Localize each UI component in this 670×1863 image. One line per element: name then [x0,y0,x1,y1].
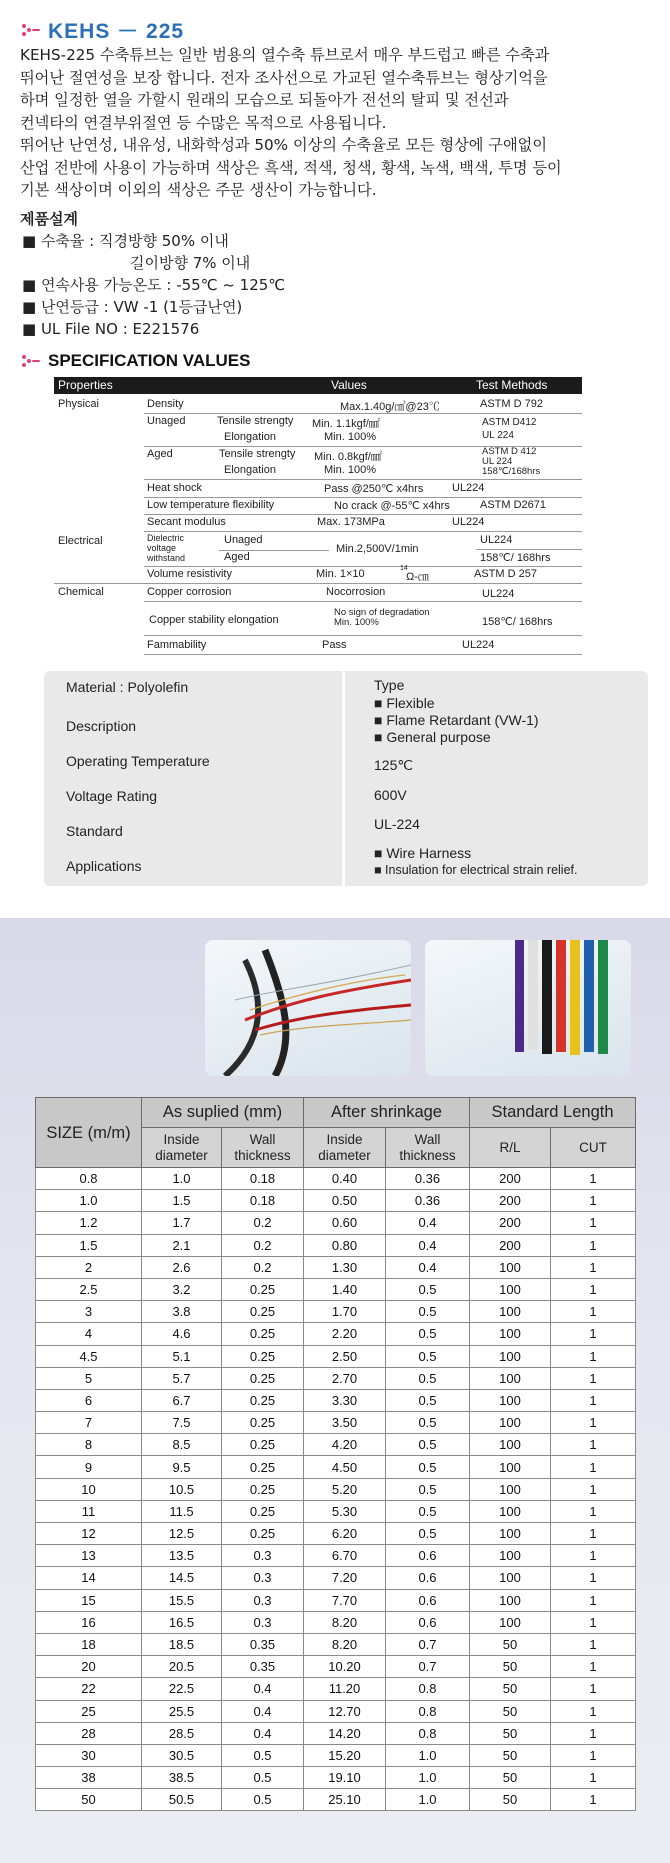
table-cell: 100 [470,1389,551,1411]
summary-box: Material : Polyolefin Description Operating Temperature Voltage Rating Standard Applications Type ■ Flexible ■ Flame Retardant (VW-1) ■ General purpose 125℃ 600V UL-224 ■ Wire Harness ■ Insulation for electrical strain relief. [44,671,648,886]
table-cell: 0.6 [386,1589,470,1611]
table-row [36,1389,636,1411]
table-cell: 15.5 [142,1589,222,1611]
table-row [36,1567,636,1589]
table-cell: 14.20 [304,1722,386,1744]
table-cell: 5.30 [304,1500,386,1522]
spec-title [22,351,250,371]
table-cell: 0.60 [304,1212,386,1234]
spec-heading: SPECIFICATION VALUES [48,351,251,370]
table-cell: 8.5 [142,1434,222,1456]
group-label: Chemical [58,586,104,598]
table-cell: 50 [470,1767,551,1789]
table-row [36,1234,636,1256]
table-row [36,1212,636,1234]
table-cell: 1 [551,1656,636,1678]
table-cell: 1 [551,1633,636,1655]
table-cell: 1 [551,1722,636,1744]
table-cell: 50 [470,1700,551,1722]
table-cell: 200 [470,1168,551,1190]
table-cell: 100 [470,1567,551,1589]
table-cell: 28 [36,1722,142,1744]
table-cell: 0.25 [222,1456,304,1478]
group-label: Electrical [58,535,103,547]
table-cell: 1 [551,1256,636,1278]
table-cell: 1 [551,1744,636,1766]
table-cell: 50 [470,1633,551,1655]
table-cell: 0.4 [222,1700,304,1722]
table-cell: 50 [470,1744,551,1766]
table-row [36,1323,636,1345]
table-cell: 3.8 [142,1301,222,1323]
table-cell: 11.20 [304,1678,386,1700]
table-cell: 100 [470,1412,551,1434]
table-cell: 0.3 [222,1611,304,1633]
table-cell: 0.25 [222,1278,304,1300]
table-cell: 7.5 [142,1412,222,1434]
table-cell: 50 [36,1789,142,1811]
table-cell: 8.20 [304,1611,386,1633]
table-cell: 1.70 [304,1301,386,1323]
table-cell: 2.70 [304,1367,386,1389]
table-cell: 0.4 [386,1234,470,1256]
table-row [36,1278,636,1300]
table-cell: 1 [551,1168,636,1190]
page-title: KEHS － 225 [48,20,185,43]
table-cell: 0.4 [386,1256,470,1278]
table-cell: 13 [36,1545,142,1567]
dots-icon [22,22,42,38]
table-cell: 1 [551,1434,636,1456]
table-cell: 11 [36,1500,142,1522]
table-cell: 0.5 [386,1389,470,1411]
table-cell: 28.5 [142,1722,222,1744]
table-row [36,1367,636,1389]
table-cell: 100 [470,1278,551,1300]
table-cell: 100 [470,1500,551,1522]
table-cell: 4.50 [304,1456,386,1478]
table-cell: 30 [36,1744,142,1766]
table-row [36,1434,636,1456]
table-cell: 0.4 [386,1212,470,1234]
table-cell: 0.5 [386,1412,470,1434]
table-cell: 0.5 [386,1301,470,1323]
list-item: ■ 수축율 : 직경방향 50% 이내 [22,232,229,250]
dots-icon [22,353,42,369]
table-cell: 3.30 [304,1389,386,1411]
table-cell: 4.6 [142,1323,222,1345]
table-cell: 0.36 [386,1190,470,1212]
table-cell: 0.3 [222,1567,304,1589]
table-cell: 1.0 [386,1767,470,1789]
table-cell: 0.35 [222,1633,304,1655]
table-cell: 0.25 [222,1500,304,1522]
table-cell: 0.25 [222,1412,304,1434]
table-cell: 9.5 [142,1456,222,1478]
table-cell: 4.20 [304,1434,386,1456]
table-cell: 1 [551,1323,636,1345]
table-cell: 18 [36,1633,142,1655]
table-row [36,1700,636,1722]
table-row [36,1456,636,1478]
table-cell: 2.20 [304,1323,386,1345]
table-cell: 0.7 [386,1633,470,1655]
col-standard-length: Standard Length [470,1098,636,1128]
table-cell: 1.0 [142,1168,222,1190]
table-cell: 0.25 [222,1367,304,1389]
table-cell: 0.25 [222,1478,304,1500]
table-cell: 7.70 [304,1589,386,1611]
table-cell: 200 [470,1190,551,1212]
table-cell: 1 [551,1678,636,1700]
table-cell: 15.20 [304,1744,386,1766]
design-list [22,230,285,340]
table-cell: 16 [36,1611,142,1633]
table-cell: 0.3 [222,1545,304,1567]
table-cell: 16.5 [142,1611,222,1633]
table-row [36,1345,636,1367]
table-row [36,1744,636,1766]
table-cell: 1 [551,1412,636,1434]
table-cell: 3 [36,1301,142,1323]
table-cell: 0.25 [222,1323,304,1345]
table-cell: 1 [551,1611,636,1633]
table-cell: 0.2 [222,1234,304,1256]
table-cell: 1.2 [36,1212,142,1234]
table-row [36,1412,636,1434]
table-cell: 6.70 [304,1545,386,1567]
table-row [36,1256,636,1278]
table-cell: 1 [551,1478,636,1500]
table-cell: 0.40 [304,1168,386,1190]
table-cell: 0.8 [386,1722,470,1744]
table-cell: 1 [551,1389,636,1411]
table-cell: 1 [551,1234,636,1256]
table-cell: 1 [551,1700,636,1722]
table-cell: 5.1 [142,1345,222,1367]
table-cell: 0.6 [386,1567,470,1589]
table-cell: 0.5 [386,1478,470,1500]
table-cell: 0.4 [222,1678,304,1700]
table-cell: 3.50 [304,1412,386,1434]
table-row [36,1678,636,1700]
table-cell: 1 [551,1301,636,1323]
table-cell: 50 [470,1722,551,1744]
table-cell: 10 [36,1478,142,1500]
table-row [36,1545,636,1567]
table-cell: 100 [470,1545,551,1567]
table-cell: 1 [551,1545,636,1567]
design-heading: 제품설계 [20,210,78,228]
table-cell: 2 [36,1256,142,1278]
table-cell: 2.6 [142,1256,222,1278]
list-item: ■ 난연등급 : VW -1 (1등급난연) [22,298,243,316]
table-cell: 25.5 [142,1700,222,1722]
table-row [36,1190,636,1212]
table-cell: 0.2 [222,1256,304,1278]
table-cell: 50 [470,1789,551,1811]
table-cell: 0.25 [222,1345,304,1367]
table-cell: 18.5 [142,1633,222,1655]
table-cell: 1 [551,1345,636,1367]
table-cell: 1 [551,1278,636,1300]
table-cell: 0.25 [222,1523,304,1545]
list-item: ■ UL File NO : E221576 [22,320,200,338]
table-cell: 0.8 [36,1168,142,1190]
table-cell: 0.5 [386,1456,470,1478]
table-cell: 0.5 [386,1367,470,1389]
table-cell: 0.25 [222,1301,304,1323]
table-cell: 1.5 [142,1190,222,1212]
table-cell: 3.2 [142,1278,222,1300]
material-label: Material : Polyolefin [66,679,189,695]
table-cell: 5.20 [304,1478,386,1500]
table-cell: 4.5 [36,1345,142,1367]
table-cell: 50 [470,1678,551,1700]
table-cell: 0.4 [222,1722,304,1744]
table-cell: 50 [470,1656,551,1678]
table-cell: 25.10 [304,1789,386,1811]
table-cell: 1 [551,1767,636,1789]
table-cell: 6.7 [142,1389,222,1411]
table-cell: 1 [551,1523,636,1545]
col-size: SIZE (m/m) [36,1098,142,1168]
table-cell: 200 [470,1212,551,1234]
table-cell: 100 [470,1456,551,1478]
table-cell: 100 [470,1256,551,1278]
table-cell: 1.7 [142,1212,222,1234]
table-cell: 50.5 [142,1789,222,1811]
table-cell: 7 [36,1412,142,1434]
table-cell: 22 [36,1678,142,1700]
table-row [36,1656,636,1678]
table-row [36,1722,636,1744]
table-cell: 0.5 [386,1434,470,1456]
table-cell: 6 [36,1389,142,1411]
table-row [36,1589,636,1611]
table-cell: 1 [551,1567,636,1589]
list-item: ■ 연속사용 가능온도 : -55℃ ~ 125℃ [22,276,286,294]
table-cell: 10.5 [142,1478,222,1500]
table-cell: 15 [36,1589,142,1611]
table-cell: 9 [36,1456,142,1478]
table-cell: 4 [36,1323,142,1345]
table-cell: 0.2 [222,1212,304,1234]
table-cell: 22.5 [142,1678,222,1700]
table-cell: 100 [470,1589,551,1611]
spec-header: Properties Values Test Methods [54,377,582,394]
table-cell: 5 [36,1367,142,1389]
table-row [36,1767,636,1789]
table-row [36,1789,636,1811]
table-cell: 0.3 [222,1589,304,1611]
table-cell: 14.5 [142,1567,222,1589]
table-cell: 20 [36,1656,142,1678]
table-cell: 0.5 [222,1789,304,1811]
table-cell: 2.50 [304,1345,386,1367]
spec-table: Properties Values Test Methods Physicai Electrical Chemical Density Max.1.40g/㎤@23℃ ASTM D 792 Unaged Tensile strengty Min. 1.1kgf/㎟ ASTM D412 Elongation Min. 100% UL 224 Aged Tensile strengty Min. 0.8kgf/㎟ ASTM D 412 UL 224 Elongation Min. 100% 158℃/168hrs Heat shock Pass @250℃ x4hrs UL224 Low temperature flexibility No crack @-55℃ x4hrs ASTM D2671 Secant modulus Max. 173MPa UL224 Dielectric voltage withstand Unaged Aged Min.2,500V/1min UL224 158℃/ 168hrs Volume resistivity Min. 1×10 14 Ω-㎝ ASTM D 257 Copper corrosion Nocorrosion UL224 Copper stability elongation No sign of degradation Min. 100% 158℃/ 168hrs Fammability Pass UL224 [54,377,582,657]
list-item: 길이방향 7% 이내 [130,254,251,272]
table-cell: 25 [36,1700,142,1722]
size-table: SIZE (m/m) As suplied (mm) After shrinkage Standard Length Inside diameter Wall thickness Inside diameter Wall thickness R/L CUT 0.8 1.0 0.18 0.40 0.36 200 1 1.0 1.5 0.18 0.50 0.36 200 1 1.2 1.7 0.2 0.60 0.4 200 1 1.5 2.1 0.2 0.80 0.4 200 1 2 2.6 0.2 1.30 0.4 100 1 2.5 3.2 0.25 1.40 0.5 100 1 3 3.8 0.25 1.70 0.5 100 1 4 4.6 0.25 2.20 0.5 100 1 4.5 5.1 0.25 2.50 0.5 100 1 5 5.7 0.25 2.70 0.5 100 1 6 6.7 0.25 3.30 0.5 100 1 7 7.5 0.25 3.50 0.5 100 1 8 8.5 0.25 4.20 0.5 100 1 9 9.5 0.25 4.50 0.5 100 1 10 10.5 0.25 5.20 0.5 100 1 11 11.5 0.25 5.30 0.5 100 1 12 12.5 0.25 6.20 0.5 100 1 13 13.5 0.3 6.70 0.6 100 1 14 14.5 0.3 7.20 0.6 100 1 15 15.5 0.3 7.70 0.6 100 1 16 16.5 0.3 8.20 0.6 100 1 18 18.5 0.35 8.20 0.7 50 1 20 20.5 0.35 10.20 0.7 50 1 22 22.5 0.4 11.20 0.8 50 1 25 25.5 0.4 12.70 0.8 50 1 28 28.5 0.4 14.20 0.8 50 1 30 30.5 0.5 15.20 1.0 50 1 38 38.5 0.5 19.10 1.0 50 1 50 50.5 0.5 25.10 1.0 50 1 [35,1097,636,1811]
table-cell: 14 [36,1567,142,1589]
table-cell: 0.18 [222,1190,304,1212]
table-cell: 11.5 [142,1500,222,1522]
table-cell: 38.5 [142,1767,222,1789]
table-cell: 100 [470,1301,551,1323]
cable-photo [205,940,411,1076]
table-row [36,1611,636,1633]
table-cell: 0.80 [304,1234,386,1256]
table-cell: 0.5 [386,1345,470,1367]
table-row [36,1168,636,1190]
table-cell: 19.10 [304,1767,386,1789]
table-cell: 1 [551,1456,636,1478]
dielectric-label: Dielectric voltage withstand [147,533,186,563]
table-cell: 6.20 [304,1523,386,1545]
table-cell: 2.1 [142,1234,222,1256]
table-cell: 100 [470,1367,551,1389]
table-cell: 12.5 [142,1523,222,1545]
table-cell: 0.36 [386,1168,470,1190]
col-as-supplied: As suplied (mm) [142,1098,304,1128]
table-cell: 200 [470,1234,551,1256]
table-cell: 1 [551,1367,636,1389]
table-cell: 8.20 [304,1633,386,1655]
table-cell: 7.20 [304,1567,386,1589]
table-cell: 0.35 [222,1656,304,1678]
group-label: Physicai [58,398,99,410]
table-cell: 100 [470,1523,551,1545]
table-row [36,1478,636,1500]
table-cell: 1 [551,1789,636,1811]
table-cell: 100 [470,1611,551,1633]
table-cell: 0.25 [222,1434,304,1456]
table-cell: 0.6 [386,1545,470,1567]
tubes-photo [425,940,631,1076]
table-cell: 30.5 [142,1744,222,1766]
table-cell: 1 [551,1190,636,1212]
intro-text: KEHS-225 수축튜브는 일반 범용의 열수축 튜브로서 매우 부드럽고 빠른 수축과 뛰어난 절연성을 보장 합니다. 전자 조사선으로 가교된 열수축튜브는 형상기억을 하며 일정한 열을 가할시 원래의 모습으로 되돌아가 전선의 탈피 및 전선과 컨넥타의 연결부위절연 등 수많은 목적으로 사용됩니다. 뛰어난 난연성, 내유성, 내화학성과 50% 이상의 수축율로 모든 형상에 구애없이 산업 전반에 사용이 가능하며 색상은 흑색, 적색, 청색, 황색, 녹색, 백색, 투명 등이 기본 색상이며 이외의 색상은 주문 생산이 가능합니다. [20,46,562,199]
table-cell: 12.70 [304,1700,386,1722]
table-row [36,1301,636,1323]
table-cell: 1 [551,1500,636,1522]
table-cell: 1.0 [386,1789,470,1811]
table-cell: 0.25 [222,1389,304,1411]
table-cell: 5.7 [142,1367,222,1389]
table-cell: 100 [470,1323,551,1345]
table-cell: 100 [470,1478,551,1500]
table-cell: 12 [36,1523,142,1545]
table-cell: 0.5 [386,1323,470,1345]
table-cell: 0.5 [386,1523,470,1545]
product-title [22,15,184,45]
table-cell: 1.5 [36,1234,142,1256]
table-cell: 100 [470,1434,551,1456]
table-cell: 1.40 [304,1278,386,1300]
table-cell: 1 [551,1212,636,1234]
table-row [36,1523,636,1545]
table-cell: 0.5 [222,1744,304,1766]
table-cell: 0.5 [222,1767,304,1789]
table-cell: 0.50 [304,1190,386,1212]
table-cell: 0.18 [222,1168,304,1190]
table-cell: 0.8 [386,1700,470,1722]
table-cell: 1.30 [304,1256,386,1278]
table-cell: 100 [470,1345,551,1367]
table-cell: 1 [551,1589,636,1611]
table-cell: 13.5 [142,1545,222,1567]
table-cell: 10.20 [304,1656,386,1678]
table-cell: 1.0 [36,1190,142,1212]
table-cell: 0.5 [386,1500,470,1522]
table-cell: 2.5 [36,1278,142,1300]
table-cell: 20.5 [142,1656,222,1678]
table-cell: 0.8 [386,1678,470,1700]
table-cell: 0.6 [386,1611,470,1633]
table-cell: 0.5 [386,1278,470,1300]
table-cell: 0.7 [386,1656,470,1678]
table-row [36,1500,636,1522]
table-cell: 38 [36,1767,142,1789]
table-cell: 8 [36,1434,142,1456]
table-cell: 1.0 [386,1744,470,1766]
table-row [36,1633,636,1655]
col-after-shrinkage: After shrinkage [304,1098,470,1128]
